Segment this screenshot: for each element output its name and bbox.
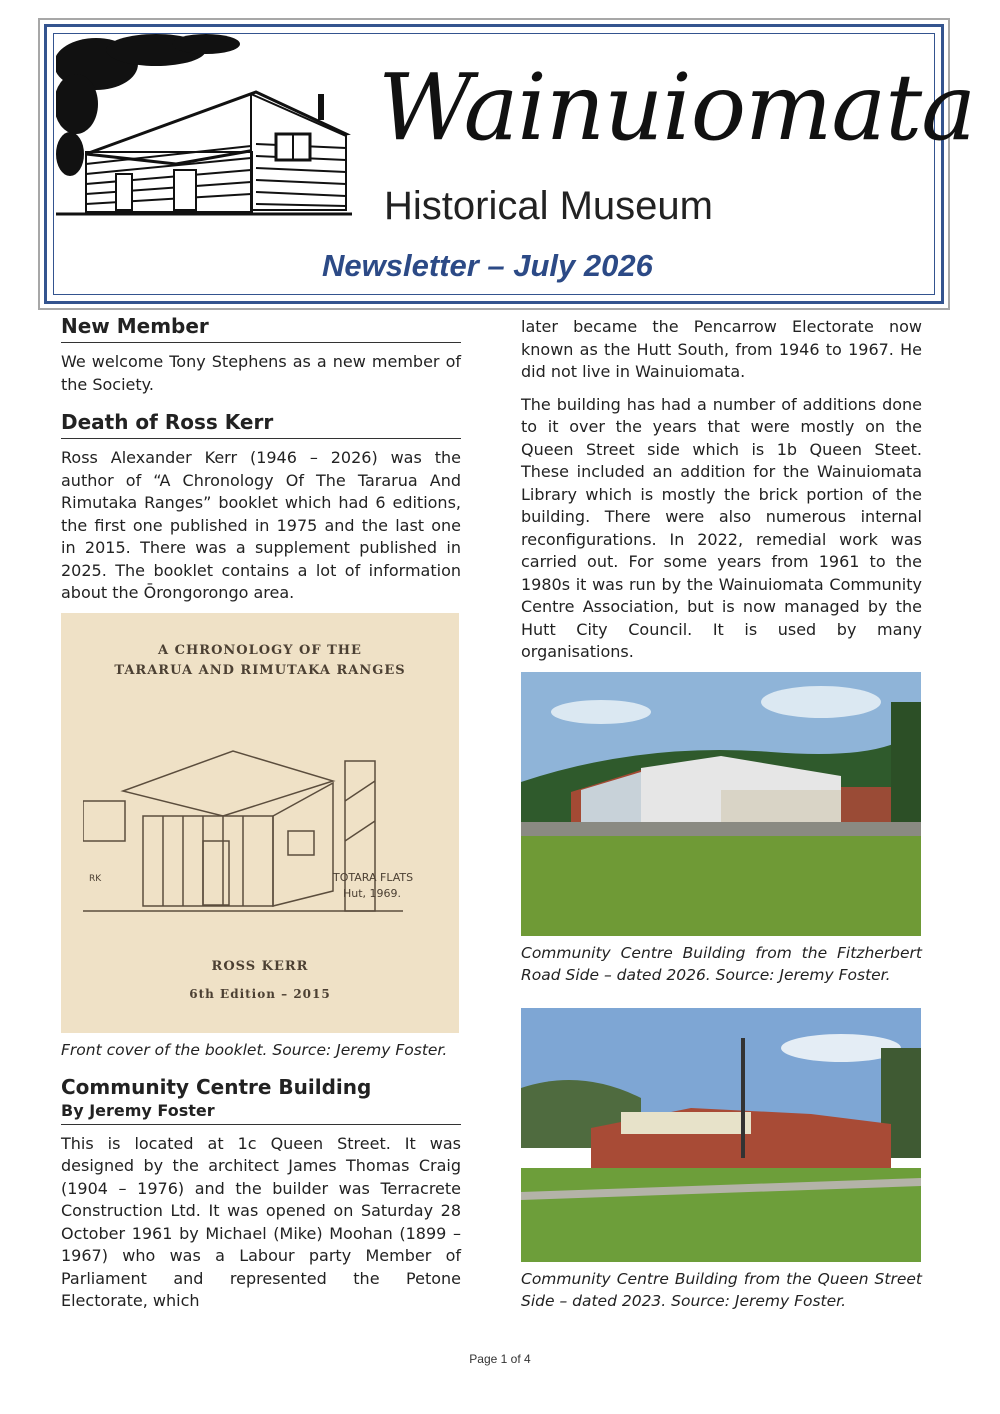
heading-community-centre: Community Centre Building (61, 1074, 372, 1099)
sketch-initials: RK (89, 873, 102, 884)
heading-new-member: New Member (61, 314, 461, 343)
left-column (61, 314, 461, 1313)
photo2-caption: Community Centre Building from the Queen Street Side – dated 2023. Source: Jeremy Foster. (521, 1269, 922, 1310)
sketch-note-2: Hut, 1969. (343, 886, 402, 900)
community-centre-photo-queen-street (521, 1008, 921, 1262)
new-member-text: We welcome Tony Stephens as a new member of the Society. (61, 352, 461, 394)
museum-subtitle: Historical Museum (384, 184, 713, 228)
heading-death-ross-kerr: Death of Ross Kerr (61, 410, 461, 439)
museum-script-title: Wainuiomata (378, 54, 976, 161)
photo1-caption: Community Centre Building from the Fitzherbert Road Side – dated 2026. Source: Jeremy Foster. (521, 943, 922, 984)
byline: By Jeremy Foster (61, 1101, 461, 1125)
cover-edition: 6th Edition – 2015 (189, 986, 331, 1001)
right-para-1: later became the Pencarrow Electorate now known as the Hutt South, from 1946 to 1967. He did not live in Wainuiomata. (521, 317, 922, 381)
community-text: This is located at 1c Queen Street. It was designed by the architect James Thomas Craig (1904 – 1976) and the builder was Terracrete Construction Ltd. It was opened on Saturday 28 October 1961 by Michael (Mike) Moohan (1899 – 1967) who was a Labour party Member of Parliament and represented the Petone Electorate, which (61, 1133, 461, 1310)
newsletter-title: Newsletter – July 2026 (322, 248, 653, 283)
page-number: Page 1 of 4 (469, 1352, 531, 1366)
community-centre-photo-fitzherbert (521, 672, 921, 936)
right-para-2: The building has had a number of additions done to it over the years that were mostly on the Queen Street side which is 1b Queen Steet. These included an addition for the Wainuiomata Library which is mostly the brick portion of the building. There were also numerous internal reconfigurations. In 2022, remedial work was carried out. For some years from 1961 to the 1980s it was run by the Wainuiomata Community Centre Association, but is now managed by the Hutt City Council. It is used by many organisations. (521, 394, 922, 661)
right-column (521, 316, 922, 1312)
booklet-cover-image (61, 613, 459, 1033)
cover-title-line1: A CHRONOLOGY OF THE (158, 642, 362, 658)
cover-author: ROSS KERR (211, 958, 309, 974)
sketch-note-1: TOTARA FLATS (333, 870, 414, 884)
death-text: Ross Alexander Kerr (1946 – 2026) was the author of “A Chronology Of The Tararua And Rimutaka Ranges” booklet which had 6 editions, the first one published in 1975 and the last one in 2015. There was a supplement published in 2025. The booklet contains a lot of information about the Ōrongorongo area. (61, 448, 461, 602)
cover-title-line2: TARARUA AND RIMUTAKA RANGES (114, 662, 406, 678)
museum-house-logo (56, 34, 352, 220)
hut-sketch-icon (83, 721, 423, 921)
cover-caption: Front cover of the booklet. Source: Jeremy Foster. (61, 1040, 448, 1059)
